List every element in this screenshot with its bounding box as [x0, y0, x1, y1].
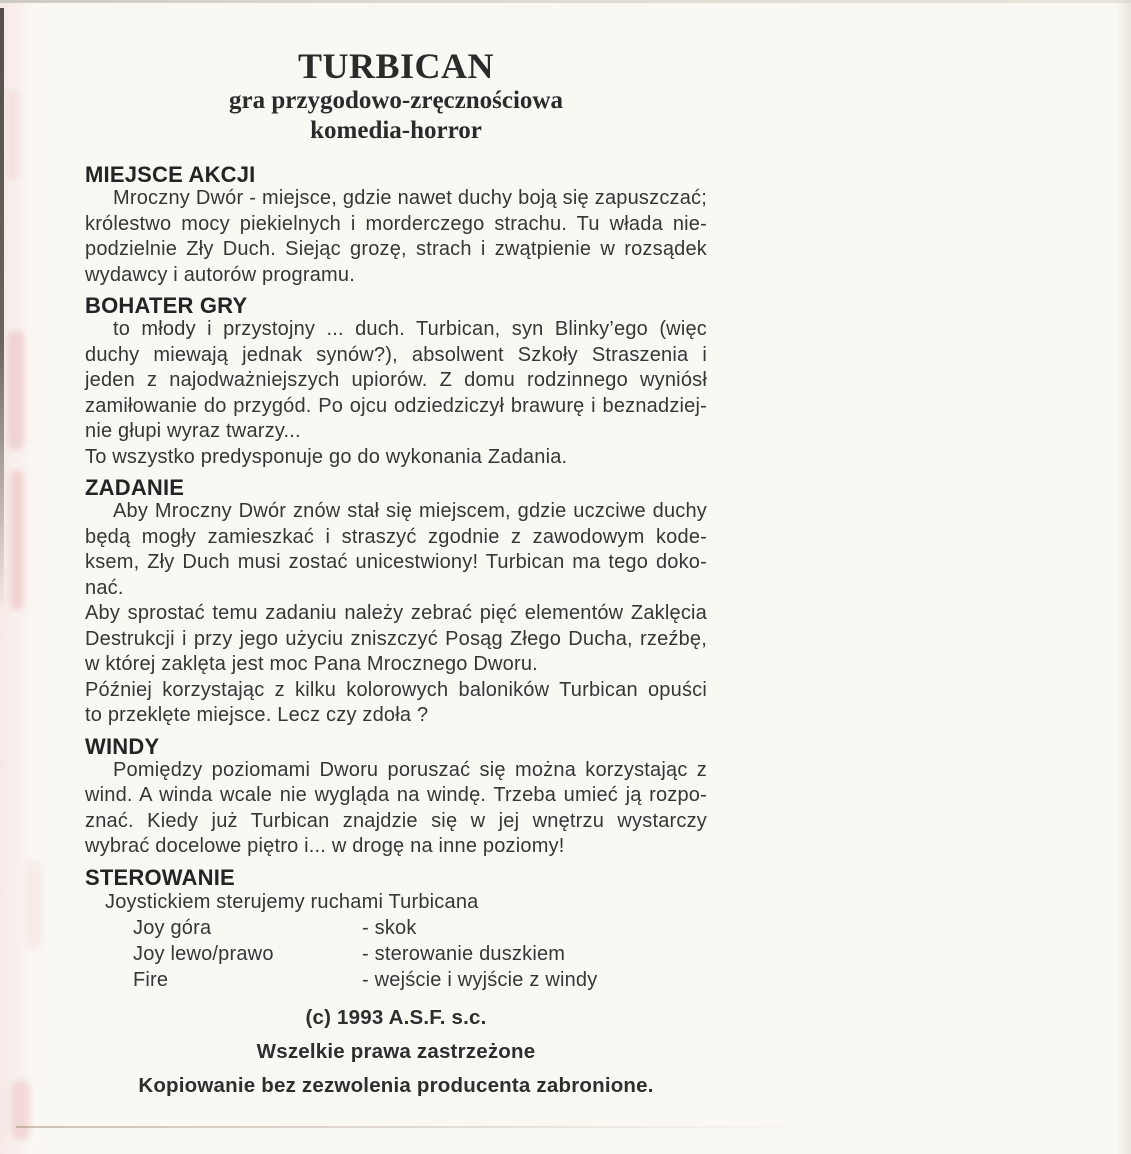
control-input-label: Joy góra: [133, 916, 212, 939]
control-action-label: - skok: [362, 916, 417, 939]
section-heading: MIEJSCE AKCJI: [85, 162, 256, 187]
body-text-line: Destrukcji i przy jego użyciu zniszczyć Posąg Złego Ducha, rzeźbę,: [85, 627, 707, 650]
control-input-label: Fire: [133, 968, 169, 991]
scan-bottom-edge-line: [16, 1126, 816, 1128]
scan-inkbleed-mark: [12, 1080, 30, 1140]
section-paragraph: [85, 758, 707, 860]
body-text-line: wind. A winda wcale nie wygląda na windę. Trzeba umieć ją rozpo-: [85, 784, 707, 806]
body-text-line: wybrać docelowe piętro i... w drogę na inne poziomy!: [85, 835, 565, 857]
body-text-line: Aby sprostać temu zadaniu należy zebrać pięć elementów Zaklęcia: [85, 602, 707, 624]
section-miejsce-akcji: [85, 163, 707, 288]
scan-top-edge-line: [0, 0, 1131, 3]
control-action-label: - wejście i wyjście z windy: [362, 968, 598, 991]
section-bohater-gry: [85, 294, 707, 470]
scan-left-edge-line: [0, 8, 4, 608]
section-heading: BOHATER GRY: [85, 293, 248, 318]
body-text-line: jeden z najodważniejszych upiorów. Z domu rodzinnego wyniósł: [85, 369, 707, 391]
control-mapping-row: [85, 967, 707, 993]
section-zadanie: [85, 476, 707, 729]
controls-intro-line: Joystickiem sterujemy ruchami Turbicana: [105, 890, 479, 913]
section-paragraph: [85, 317, 707, 470]
control-action-label: - sterowanie duszkiem: [362, 942, 566, 965]
body-text-line: ksem, Zły Duch musi zostać unicestwiony! Turbican ma tego doko-: [85, 551, 707, 573]
body-text-line: nie głupi wyraz twarzy...: [85, 420, 301, 442]
rights-reserved-line: Wszelkie prawa zastrzeżone: [256, 1039, 536, 1063]
section-windy: [85, 735, 707, 860]
scan-inkbleed-mark: [7, 90, 19, 180]
scan-right-edge-shade: [1117, 0, 1131, 1154]
sections-container: [85, 163, 707, 993]
body-text-line: to przeklęte miejsce. Lecz czy zdoła ?: [85, 704, 429, 726]
body-text-line: Później korzystając z kilku kolorowych baloników Turbican opuści: [85, 678, 707, 701]
body-text-line: duchy miewają jednak synów?), absolwent Szkoły Straszenia i: [85, 343, 707, 366]
body-text-line: Aby Mroczny Dwór znów stał się miejscem, gdzie uczciwe duchy: [113, 500, 707, 522]
control-mapping-row: [85, 915, 707, 941]
copyright-line: (c) 1993 A.S.F. s.c.: [305, 1005, 487, 1029]
page-subtitle-genre: gra przygodowo-zręcznościowa: [229, 87, 563, 114]
body-text-line: To wszystko predysponuje go do wykonania Zadania.: [85, 445, 568, 468]
section-heading: WINDY: [85, 733, 160, 759]
body-text-line: to młody i przystojny ... duch. Turbican, syn Blinky’ego (więc: [113, 318, 707, 340]
body-text-line: podzielnie Zły Duch. Siejąc grozę, strach i zwątpienie w rozsądek: [85, 238, 707, 260]
page-title: TURBICAN: [297, 46, 495, 86]
body-text-line: królestwo mocy piekielnych i morderczego strachu. Tu włada nie-: [85, 212, 707, 235]
copy-warning-line: Kopiowanie bez zezwolenia producenta zabronione.: [138, 1073, 654, 1097]
body-text-line: będą mogły zamieszkać i straszyć zgodnie z zawodowym kode-: [85, 525, 707, 548]
section-heading: STEROWANIE: [85, 864, 235, 890]
body-text-line: wydawcy i autorów programu.: [85, 263, 355, 286]
section-sterowanie: [85, 866, 707, 993]
body-text-line: zamiłowanie do przygód. Po ojcu odziedziczył brawurę i beznadziej-: [85, 394, 707, 417]
section-heading: ZADANIE: [85, 475, 185, 500]
manual-page: [85, 46, 707, 1098]
section-paragraph: [85, 499, 707, 729]
scan-inkbleed-mark: [26, 860, 42, 950]
scan-inkbleed-mark: [10, 470, 24, 610]
scan-inkbleed-mark: [8, 330, 24, 450]
body-text-line: znać. Kiedy już Turbican znajdzie się w jej wnętrzu wystarczy: [85, 809, 707, 832]
footer: [85, 1006, 707, 1098]
body-text-line: w której zaklęta jest moc Pana Mrocznego Dworu.: [85, 653, 538, 675]
control-input-label: Joy lewo/prawo: [133, 942, 274, 965]
page-subtitle-style: komedia-horror: [310, 117, 482, 144]
body-text-line: Pomiędzy poziomami Dworu poruszać się można korzystając z: [113, 758, 707, 781]
body-text-line: Mroczny Dwór - miejsce, gdzie nawet duchy boją się zapuszczać;: [113, 187, 707, 209]
section-paragraph: [85, 186, 707, 288]
body-text-line: nać.: [85, 576, 124, 599]
control-mapping-row: [85, 941, 707, 967]
